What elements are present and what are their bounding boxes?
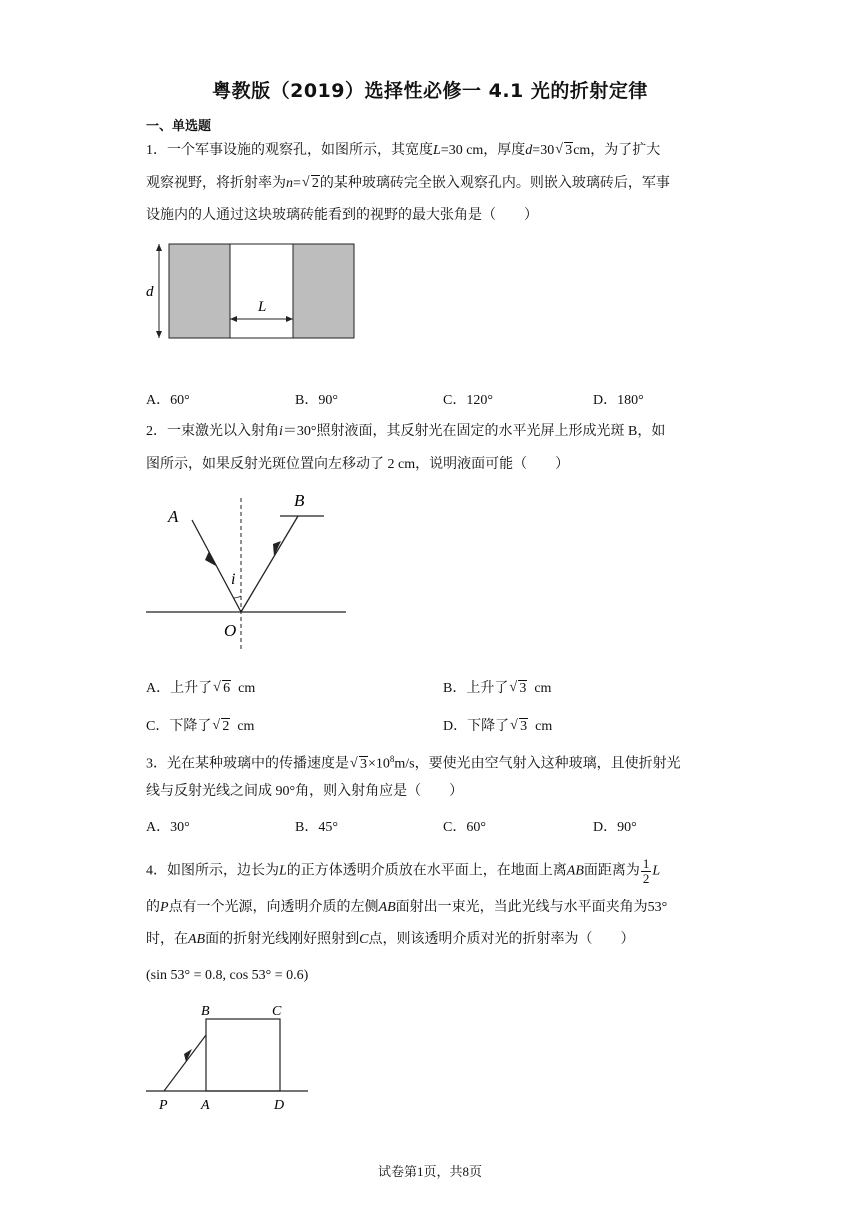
q3-line-1: 3．光在某种玻璃中的传播速度是√ $3\times 10^8m/s$，要使光由空气射入这种玻璃，且使折射光 xyxy=(146,749,681,775)
fig-label-P: P xyxy=(159,1098,168,1113)
fig-label-i: i xyxy=(231,571,236,588)
cube-square xyxy=(206,1019,280,1091)
q1-figure-observation-hole xyxy=(140,240,360,344)
fig-label-C: C xyxy=(272,1004,282,1019)
angle-arc xyxy=(233,596,241,598)
sqrt-symbol: √ 2 xyxy=(302,174,320,194)
fig-label-A: A xyxy=(168,507,179,526)
q4-line-4: (sin 53° = 0.8, cos 53° = 0.6) xyxy=(146,968,309,983)
q1-line-3: 设施内的人通过这块玻璃砖能看到的视野的最大张角是（ ） xyxy=(146,208,538,223)
fig-label-B: B xyxy=(294,491,305,510)
q4-figure-cube xyxy=(140,1000,320,1114)
sqrt-symbol: √ 3 xyxy=(555,141,573,161)
sqrt-symbol: √ 2 xyxy=(212,719,230,735)
section-heading: 一、单选题 xyxy=(146,119,212,134)
q3-option-d[interactable]: D．90° xyxy=(593,820,637,835)
fraction-one-half: $\frac{1}{2}$ xyxy=(642,856,650,886)
q1-option-d[interactable]: D．180° xyxy=(593,393,644,408)
light-ray xyxy=(164,1035,206,1091)
q2-figure-reflection xyxy=(140,484,350,654)
sqrt-symbol: √ 3 xyxy=(510,719,528,735)
q3-line-2: 线与反射光线之间成 90°角，则入射角应是（ ） xyxy=(146,784,464,799)
q1-option-c[interactable]: C．120° xyxy=(443,393,493,408)
hole xyxy=(230,244,293,338)
sqrt-symbol: √ 3 xyxy=(509,681,527,697)
fig-label-B: B xyxy=(201,1004,210,1019)
right-wall xyxy=(293,244,354,338)
sqrt-symbol: √ 6 xyxy=(213,681,231,697)
q4-line-1: 4．如图所示，边长为L的正方体透明介质放在水平面上，在地面上离AB面距离为 $\frac{1}{2}$ L xyxy=(146,856,661,886)
q2-option-b[interactable]: B．上升了√ 3 cm xyxy=(443,677,551,697)
fig-label-L: L xyxy=(258,299,267,315)
q4-line-3: 时，在AB面的折射光线刚好照射到C点，则该透明介质对光的折射率为（ ） xyxy=(146,932,635,947)
q2-option-a[interactable]: A．上升了√ 6 cm xyxy=(146,677,255,697)
q2-line-2: 图所示，如果反射光斑位置向左移动了 2 cm，说明液面可能（ ） xyxy=(146,457,570,472)
q1-option-b[interactable]: B．90° xyxy=(295,393,338,408)
q2-line-1: 2．一束激光以入射角i＝30°照射液面，其反射光在固定的水平光屏上形成光斑 B，如 xyxy=(146,424,666,439)
q2-option-c[interactable]: C．下降了√ 2 cm xyxy=(146,715,254,735)
fig-label-A: A xyxy=(201,1098,210,1113)
fig-label-O: O xyxy=(224,621,237,640)
reflected-ray xyxy=(241,516,298,612)
q3-option-b[interactable]: B．45° xyxy=(295,820,338,835)
q1-line-2: 观察视野，将折射率为n=√ 2的某种玻璃砖完全嵌入观察孔内。则嵌入玻璃砖后，军事 xyxy=(146,174,670,194)
q4-line-2: 的P点有一个光源，向透明介质的左侧AB面射出一束光，当此光线与水平面夹角为53° xyxy=(146,900,668,915)
q3-option-c[interactable]: C．60° xyxy=(443,820,486,835)
q3-option-a[interactable]: A．30° xyxy=(146,820,190,835)
q1-line-1: 1．一个军事设施的观察孔，如图所示，其宽度L=30 cm，厚度d=30√ 3cm，为了扩大 xyxy=(146,141,660,161)
left-wall xyxy=(169,244,230,338)
fig-label-d: d xyxy=(146,284,154,300)
page-title: 粤教版（2019）选择性必修一 4.1 光的折射定律 xyxy=(212,80,648,102)
q2-option-d[interactable]: D．下降了√ 3 cm xyxy=(443,715,552,735)
page-footer: 试卷第1页，共8页 xyxy=(377,1164,482,1179)
fig-label-D: D xyxy=(274,1098,285,1113)
q1-option-a[interactable]: A．60° xyxy=(146,393,190,408)
sqrt-symbol: √ 3 xyxy=(350,755,368,775)
